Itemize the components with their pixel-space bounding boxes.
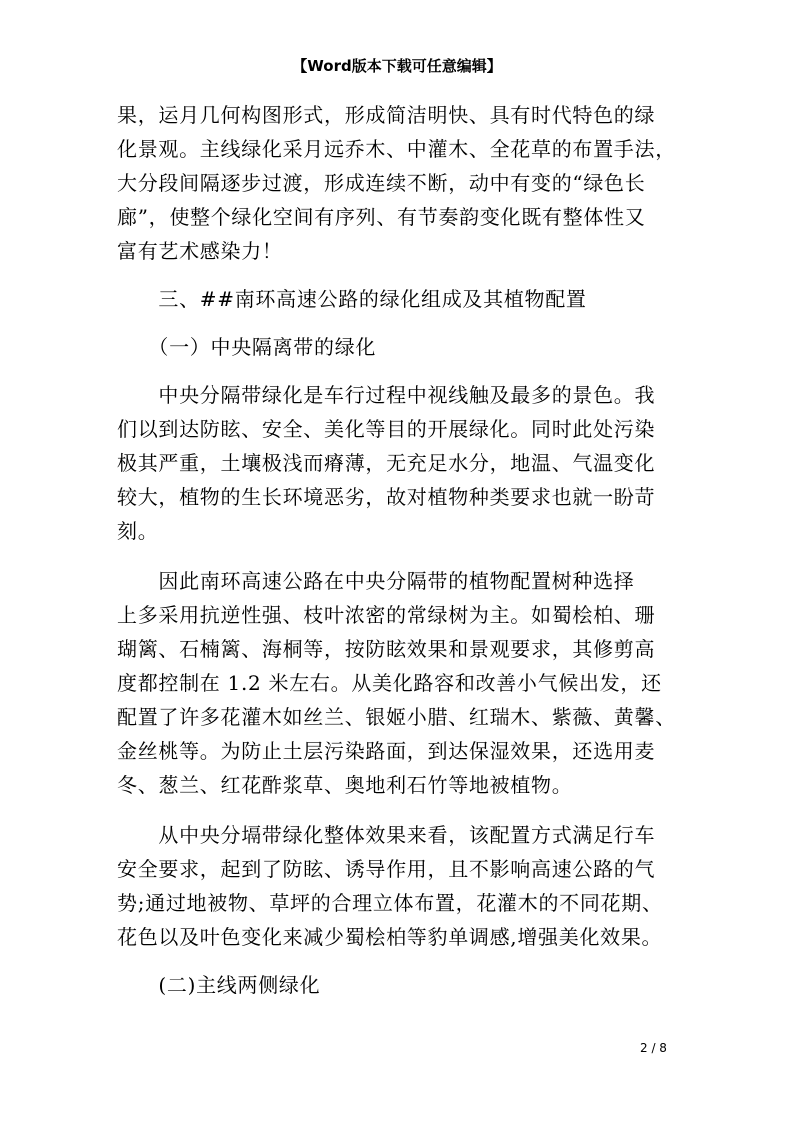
text-line: 金丝桃等。为防止土层污染路面，到达保湿效果，还选用麦 [117,739,656,763]
text-line: 花色以及叶色变化来减少蜀桧柏等豹单调感,增强美化效果。 [117,925,663,949]
text-line: 中央分隔带绿化是车行过程中视线触及最多的景色。我 [117,383,656,407]
text-line: 安全要求，起到了防眩、诱导作用，且不影响高速公路的气 [117,857,656,881]
paragraph-plant-selection [117,564,677,802]
document-header: 【Word版本下载可任意编辑】 [292,57,502,75]
text-line: 刻。 [117,519,159,543]
section-heading-3 [117,282,677,316]
subsection-heading-1 [117,330,677,364]
text-line: 们以到达防眩、安全、美化等目的开展绿化。同时此处污染 [117,417,656,441]
text-line: 因此南环高速公路在中央分隔带的植物配置树种选择 [117,569,635,593]
text-line: 较大，植物的生长环境恶劣，故对植物种类要求也就一盼苛 [117,485,656,509]
paragraph-median-greening [117,378,677,548]
text-line: 极其严重，土壤极浅而瘠薄，无充足水分，地温、气温变化 [117,451,656,475]
paragraph-overall-effect [117,818,677,954]
heading-text: （一）中央隔离带的绿化 [117,335,377,359]
text-line: 从中央分塥带绿化整体效果来看，该配置方式满足行车 [117,823,656,847]
text-line: 配置了许多花灌木如丝兰、银姬小腊、红瑞木、紫薇、黄馨、 [117,705,676,729]
text-line: 上多采用抗逆性强、枝叶浓密的常绿树为主。如蜀桧柏、珊 [117,603,656,627]
text-line: 度都控制在 1.2 米左右。从美化路容和改善小气候出发，还 [117,671,662,695]
subsection-heading-2 [117,968,677,1002]
text-line: 大分段间隔逐步过渡，形成连续不断，动中有变的“绿色长 [117,171,646,195]
paragraph-intro-ending [117,98,677,268]
text-line: 化景观。主线绿化采月远乔木、中灌木、全花草的布置手法， [117,137,676,161]
text-line: 冬、葱兰、红花酢浆草、奥地利石竹等地被植物。 [117,773,573,797]
text-line: 廊”，使整个绿化空间有序列、有节奏韵变化既有整体性又 [117,205,646,229]
text-line: 富有艺术感染力！ [117,239,283,263]
text-line: 瑚篱、石楠篱、海桐等，按防眩效果和景观要求，其修剪高 [117,637,656,661]
text-line: 势;通过地被物、草坪的合理立体布置，花灌木的不同花期、 [117,891,663,915]
document-body [117,98,677,1002]
text-line: 果，运月几何构图形式，形成简洁明快、具有时代特色的绿 [117,103,656,127]
heading-text: 三、##南环高速公路的绿化组成及其植物配置 [117,287,587,311]
heading-text: (二)主线两侧绿化 [117,973,321,997]
page-number: 2 / 8 [640,1041,667,1055]
